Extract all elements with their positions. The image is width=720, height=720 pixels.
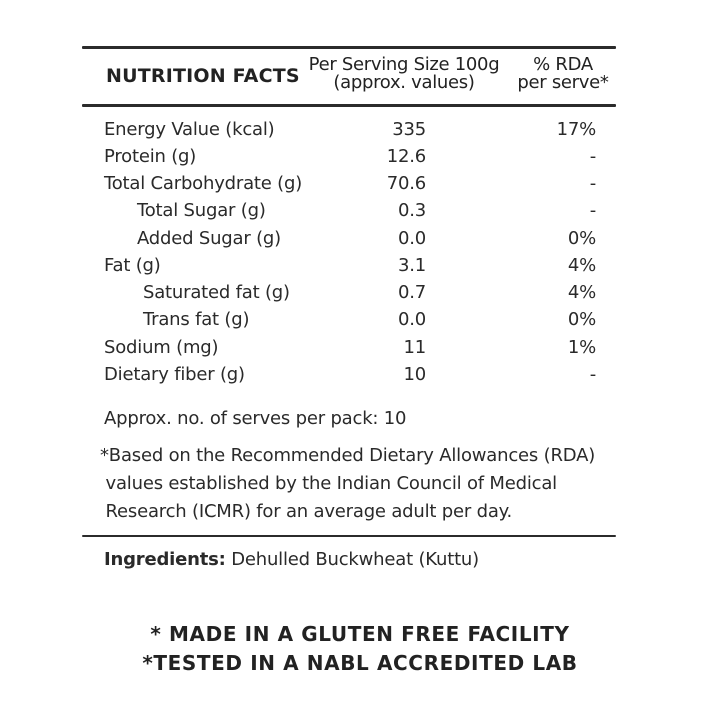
nutrient-rda: 4%: [567, 282, 596, 303]
nutrient-value: 0.7: [397, 282, 426, 303]
nutrient-name: Saturated fat (g): [143, 282, 290, 303]
nutrient-rda: 0%: [567, 309, 596, 330]
rda-footnote: [100, 442, 595, 526]
nutrient-value: 70.6: [386, 173, 426, 194]
rda-footnote-line1: *Based on the Recommended Dietary Allowances (RDA): [100, 445, 596, 466]
table-row: [0, 173, 720, 200]
nutrient-name: Dietary fiber (g): [104, 364, 245, 385]
nutrient-rda: 4%: [567, 255, 596, 276]
table-row: [0, 146, 720, 173]
nutrient-name: Added Sugar (g): [137, 228, 281, 249]
nutrient-rda: 1%: [567, 337, 596, 358]
nutrient-name: Total Sugar (g): [137, 200, 266, 221]
nutrient-rda: 0%: [567, 228, 596, 249]
nutrient-value: 10: [403, 364, 426, 385]
table-row: [0, 337, 720, 364]
nutrient-name: Fat (g): [104, 255, 161, 276]
table-row: [0, 255, 720, 282]
ingredients-rule: [82, 535, 616, 537]
nutrition-facts-title: NUTRITION FACTS: [106, 65, 300, 87]
nutrient-name: Trans fat (g): [143, 309, 250, 330]
nabl-lab-claim: *TESTED IN A NABL ACCREDITED LAB: [142, 651, 578, 675]
nutrient-value: 11: [403, 337, 426, 358]
table-row: [0, 364, 720, 391]
table-row: [0, 119, 720, 146]
rda-header-line1: % RDA: [533, 54, 593, 75]
serving-size-line2: (approx. values): [333, 72, 475, 93]
table-row: [0, 228, 720, 255]
nutrient-rda: -: [589, 364, 596, 385]
nutrient-value: 335: [392, 119, 426, 140]
header-rule: [82, 104, 616, 107]
nutrient-rda: -: [589, 173, 596, 194]
table-row: [0, 282, 720, 309]
nutrient-name: Protein (g): [104, 146, 197, 167]
nutrient-rda: 17%: [556, 119, 596, 140]
nutrient-rda: -: [589, 200, 596, 221]
nutrient-rda: -: [589, 146, 596, 167]
nutrient-name: Total Carbohydrate (g): [104, 173, 303, 194]
table-row: [0, 200, 720, 227]
nutrient-name: Sodium (mg): [104, 337, 219, 358]
rda-footnote-line3: Research (ICMR) for an average adult per day.: [100, 501, 513, 522]
nutrient-value: 0.0: [397, 309, 426, 330]
ingredients-label: Ingredients:: [104, 549, 226, 570]
rda-footnote-line2: values established by the Indian Council of Medical: [100, 473, 557, 494]
nutrient-name: Energy Value (kcal): [104, 119, 275, 140]
table-row: [0, 309, 720, 336]
nutrient-value: 0.0: [397, 228, 426, 249]
nutrient-value: 12.6: [386, 146, 426, 167]
rda-header-line2: per serve*: [517, 72, 609, 93]
nutrient-value: 3.1: [397, 255, 426, 276]
ingredients-text: Dehulled Buckwheat (Kuttu): [225, 549, 479, 570]
serves-per-pack: Approx. no. of serves per pack: 10: [104, 408, 407, 429]
serving-size-header: [306, 56, 502, 92]
gluten-free-claim: * MADE IN A GLUTEN FREE FACILITY: [150, 622, 570, 646]
ingredients-line: [104, 546, 479, 574]
top-rule: [82, 46, 616, 49]
rda-header: [510, 56, 616, 92]
serving-size-line1: Per Serving Size 100g: [308, 54, 500, 75]
nutrient-value: 0.3: [397, 200, 426, 221]
